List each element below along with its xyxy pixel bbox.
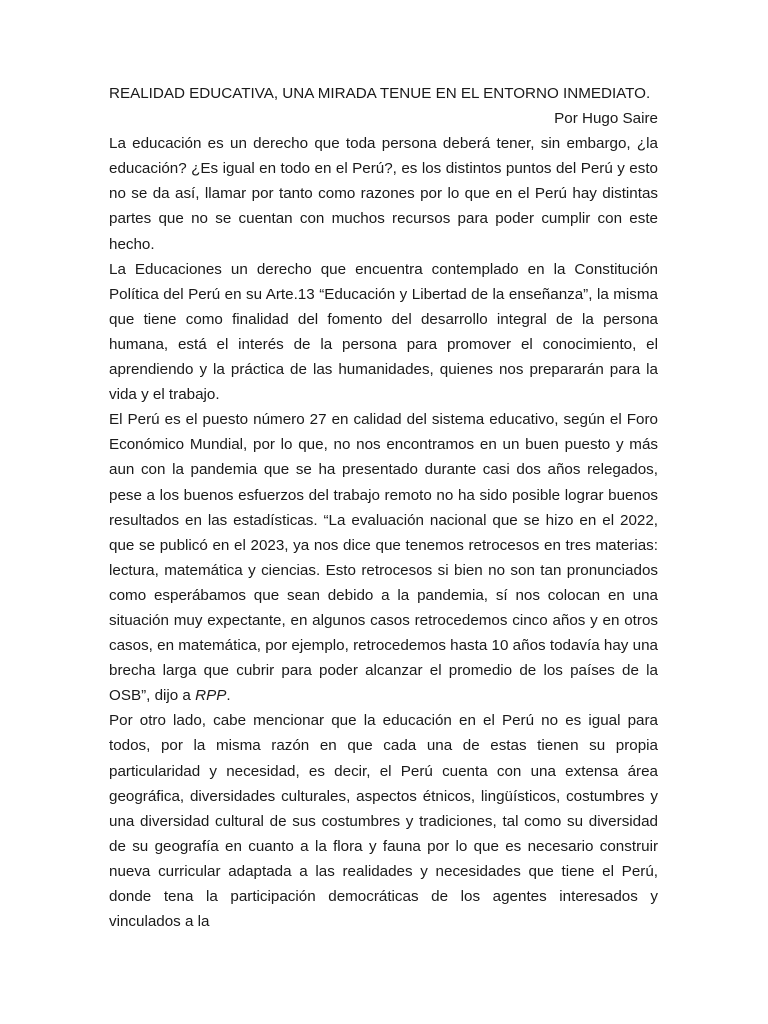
document-page bbox=[109, 81, 658, 934]
paragraph-3-text: El Perú es el puesto número 27 en calidad del sistema educativo, según el Foro Económico Mundial, por lo que, no nos encontramos en un buen puesto y más aun con la pandemia que se ha presentado durante casi dos años relegados, pese a los buenos esfuerzos del trabajo remoto no ha sido posible lograr buenos resultados en las estadísticas. “La evaluación nacional que se hizo en el 2022, que se publicó en el 2023, ya nos dice que tenemos retrocesos en tres materias: lectura, matemática y ciencias. Esto retrocesos si bien no son tan pronunciados como esperábamos que sean debido a la pandemia, sí nos colocan en una situación muy expectante, en algunos casos retrocedemos cinco años y en otros casos, en matemática, por ejemplo, retrocedemos hasta 10 años todavía hay una brecha larga que cubrir para poder alcanzar el promedio de los países de la OSB”, dijo a bbox=[109, 411, 658, 705]
document-byline: Por Hugo Saire bbox=[554, 110, 658, 128]
paragraph-2: La Educaciones un derecho que encuentra contemplado en la Constitución Política del Perú en su Arte.13 “Educación y Libertad de la enseñanza”, la misma que tiene como finalidad del fomento del desarrollo integral de la persona humana, está el interés de la persona para promover el conocimiento, el aprendiendo y la práctica de las humanidades, quienes nos prepararán para la vida y el trabajo. bbox=[109, 260, 658, 404]
document-title: REALIDAD EDUCATIVA, UNA MIRADA TENUE EN EL ENTORNO INMEDIATO. bbox=[109, 85, 651, 102]
paragraph-3-end: . bbox=[226, 687, 231, 705]
paragraph-3 bbox=[109, 407, 658, 708]
paragraph-1: La educación es un derecho que toda persona deberá tener, sin embargo, ¿la educación? ¿Es igual en todo en el Perú?, es los distintos puntos del Perú y esto no se da así, llamar por tanto como razones por lo que en el Perú hay distintas partes que no se cuentan con muchos recursos para poder cumplir con este hecho. bbox=[109, 135, 658, 253]
paragraph-4: Por otro lado, cabe mencionar que la educación en el Perú no es igual para todos, por la misma razón en que cada una de estas tienen su propia particularidad y necesidad, es decir, el Perú cuenta con una extensa área geográfica, diversidades culturales, aspectos étnicos, lingüísticos, costumbres y una diversidad cultural de sus costumbres y tradiciones, tal como su diversidad de su geografía en cuanto a la flora y fauna por lo que es necesario construir nueva curricular adaptada a las realidades y necesidades que tiene el Perú, donde tena la participación democráticas de los agentes interesados y vinculados a la bbox=[109, 712, 658, 931]
source-citation: RPP bbox=[195, 687, 227, 705]
